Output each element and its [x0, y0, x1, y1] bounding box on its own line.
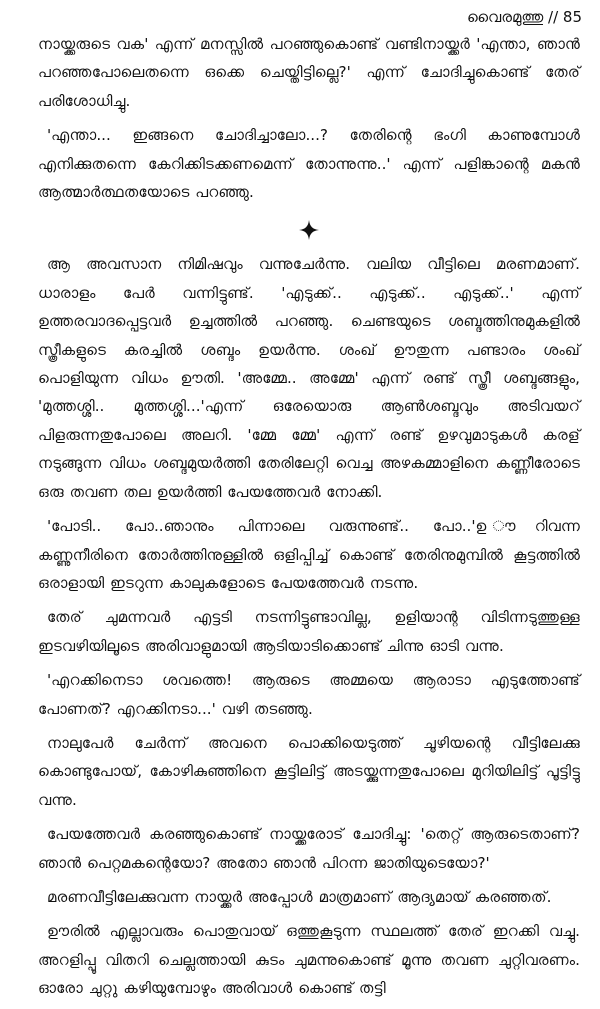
paragraph: 'എന്താ... ഇങ്ങനെ ചോദിച്ചാലോ...? തേരിന്റെ ഭംഗി കാണുമ്പോൾ എനിക്കുതന്നെ കേറിക്കിടക്കണമെന്ന് തോന്നുന്നു..' എന്ന് പളിങ്കാന്റെ മകൻ ആത്മാർത്ഥതയോടെ പറഞ്ഞു.	[38, 126, 580, 202]
page-body	[38, 30, 580, 1009]
four-point-star-icon	[299, 220, 319, 240]
paragraph: ആ അവസാന നിമിഷവും വന്നുചേർന്നു. വലിയ വീട്ടിലെ മരണമാണ്. ധാരാളം പേർ വന്നിട്ടുണ്ട്. 'എടുക്ക്.. എടുക്ക്.. എടുക്ക്..' എന്ന് ഉത്തരവാദപ്പെട്ടവർ ഉച്ചത്തിൽ പറഞ്ഞു. ചെണ്ടയുടെ ശബ്ദത്തിനുമുകളിൽ സ്ത്രീകളുടെ കരച്ചിൽ ശബ്ദം ഉയർന്നു. ശംഖ് ഊതുന്ന പണ്ടാരം ശംഖ് പൊളിയുന്ന വിധം ഊതി. 'അമ്മേ.. അമ്മേ' എന്ന് രണ്ട് സ്ത്രീ ശബ്ദങ്ങളും, 'മുത്തശ്ശി.. മുത്തശ്ശി...'എന്ന് ഒരേയൊരു ആൺശബ്ദവും അടിവയറ് പിളരുന്നതുപോലെ അലറി. 'മ്മേ മ്മേ' എന്ന് രണ്ട് ഉഴവുമാടുകൾ കരള് നടുങ്ങുന്ന വിധം ശബ്ദമുയർത്തി തേരിലേറ്റി വെച്ച അഴകമ്മാളിനെ കണ്ണീരോടെ ഒരു തവണ തല ഉയർത്തി പേയത്തേവർ നോക്കി.	[38, 255, 580, 501]
paragraph: 'പോടി.. പോ..ഞാനും പിന്നാലെ വരുന്നുണ്ട്.. പോ..'ഉ ൗറിവന്ന കണ്ണുനീരിനെ തോർത്തിനുള്ളിൽ ഒളിപ്പിച്ച് കൊണ്ട് തേരിനുമുമ്പിൽ കൂട്ടത്തിൽ ഒരാളായി ഇടറുന്ന കാലുകളോടെ പേയത്തേവർ നടന്നു.	[38, 517, 580, 592]
paragraph: ഊരിൽ എല്ലാവരും പൊതുവായ് ഒത്തുകൂടുന്ന സ്ഥലത്ത് തേര് ഇറക്കി വച്ചു. അറളിപ്പൂ വിതറി ചെല്ലത്തായി കുടം ചുമന്നുകൊണ്ട് മൂന്നു തവണ ചുറ്റിവരണം. ഓരോ ചുറ്റു കഴിയുമ്പോഴും അരിവാൾ കൊണ്ട് തട്ടി	[38, 922, 580, 998]
section-break	[38, 212, 580, 246]
paragraph: നായ്ക്കരുടെ വക' എന്ന് മനസ്സിൽ പറഞ്ഞുകൊണ്ട് വണ്ടിനായ്ക്കർ 'എന്താ, ഞാൻ പറഞ്ഞപോലെതന്നെ ഒക്കെ ചെയ്തിട്ടില്ലെ?' എന്ന് ചോദിച്ചുകൊണ്ട് തേര് പരിശോധിച്ചു.	[38, 35, 580, 110]
paragraph: മരണവീട്ടിലേക്കുവന്ന നായ്ക്കർ അപ്പോൾ മാത്രമാണ് ആദ്യമായ് കരഞ്ഞത്.	[47, 887, 552, 906]
paragraph: തേര് ചുമന്നവർ എട്ടടി നടന്നിട്ടുണ്ടാവില്ല, ഉളിയാന്റ വിടിന്നടുത്തുള്ള ഇടവഴിയിലൂടെ അരിവാളുമായി ആടിയാടിക്കൊണ്ട് ചിന്നു ഓടി വന്നു.	[38, 608, 580, 655]
running-header: വൈരമുത്തു // 85	[466, 8, 582, 26]
paragraph: 'എറക്കിനെടാ ശവത്തെ! ആരുടെ അമ്മയെ ആരാടാ എടുത്തോണ്ട് പോണത്? എറക്കിനടാ...' വഴി തടഞ്ഞു.	[38, 671, 580, 718]
paragraph: നാലുപേർ ചേർന്ന് അവനെ പൊക്കിയെടുത്ത് ചൂഴിയന്റെ വീട്ടിലേക്കു കൊണ്ടുപോയ്, കോഴികുഞ്ഞിനെ കൂട്ടിലിട്ട് അടയ്ക്കുന്നതുപോലെ മുറിയിലിട്ട് പൂട്ടിട്ടു വന്നു.	[38, 733, 580, 809]
paragraph: പേയത്തേവർ കരഞ്ഞുകൊണ്ട് നായ്ക്കരോട് ചോദിച്ചു: 'തെറ്റ് ആരുടെതാണ്? ഞാൻ പെറ്റമകന്റെയോ? അതോ ഞാൻ പിറന്ന ജാതിയുടെയോ?'	[38, 825, 580, 872]
